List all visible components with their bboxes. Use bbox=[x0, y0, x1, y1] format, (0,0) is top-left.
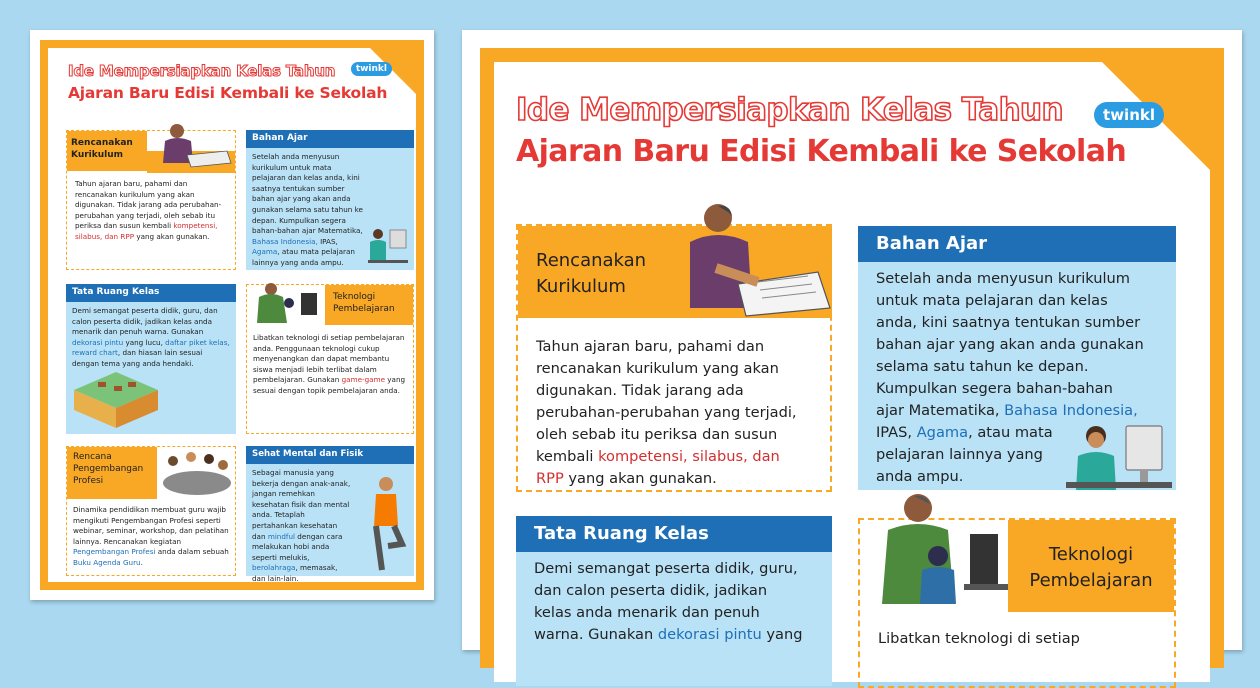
card-title: Pembelajaran bbox=[1029, 570, 1153, 591]
text-line: Libatkan teknologi di setiap bbox=[878, 630, 1080, 647]
text-line: bahan ajar yang akan anda gunakan bbox=[876, 336, 1144, 353]
card-text: anda dalam sebuah bbox=[155, 547, 229, 557]
card-teknologi bbox=[246, 284, 414, 434]
card-title: Kurikulum bbox=[71, 150, 124, 160]
card-text: Demi semangat peserta didik, guru, dan calon peserta didik, jadikan kelas anda menarik dan penuh warna. Gunakan bbox=[72, 306, 218, 337]
card-title: Rencanakan bbox=[536, 250, 647, 271]
card-text: IPAS, bbox=[317, 236, 338, 246]
link-text[interactable]: reward chart bbox=[72, 348, 118, 358]
text-line bbox=[536, 468, 826, 490]
card-header bbox=[67, 447, 157, 499]
teacher-reading-illustration bbox=[668, 198, 832, 318]
link-text[interactable]: Agama bbox=[916, 424, 969, 441]
card-title: Rencana bbox=[73, 452, 112, 462]
link-text[interactable]: dekorasi pintu bbox=[72, 337, 124, 347]
card-pengembangan bbox=[66, 446, 236, 576]
text-line: dan calon peserta didik, jadikan bbox=[534, 582, 768, 599]
teacher-reading-illustration bbox=[147, 121, 235, 173]
link-text[interactable]: Buku Agenda Guru bbox=[73, 557, 141, 567]
card-body bbox=[534, 558, 830, 646]
card-header bbox=[67, 131, 147, 171]
card-text: yang lucu, bbox=[123, 337, 166, 347]
card-text: IPAS, bbox=[876, 424, 917, 441]
text-line: anda, kini saatnya tentukan sumber bbox=[876, 314, 1141, 331]
link-text[interactable]: dekorasi pintu bbox=[657, 626, 762, 643]
card-title: Rencanakan bbox=[71, 138, 133, 148]
stretching-person-illustration bbox=[362, 474, 410, 574]
card-teknologi bbox=[858, 518, 1176, 688]
large-poster bbox=[462, 30, 1242, 650]
teacher-student-computer-illustration bbox=[860, 490, 1010, 608]
text-line bbox=[536, 446, 826, 468]
card-body bbox=[246, 148, 370, 273]
twinkl-logo: twinkl bbox=[351, 62, 392, 76]
card-text: Sebagai manusia yang bekerja dengan anak-anak, jangan remehkan kesehatan fisik dan mental anda. Tetaplah pertahankan kesehatan dan bbox=[252, 468, 351, 541]
card-tata-ruang bbox=[516, 516, 832, 686]
text-line: anda ampu. bbox=[876, 468, 964, 485]
text-line: Kumpulkan segera bahan-bahan bbox=[876, 380, 1113, 397]
card-title: Pembelajaran bbox=[333, 304, 395, 314]
card-text: , memasak, dan lain-lain. bbox=[252, 563, 338, 583]
card-bahan-ajar bbox=[246, 130, 414, 270]
text-line: pelajaran lainnya yang bbox=[876, 446, 1043, 463]
card-text: , atau mata pelajaran lainnya yang anda ampu. bbox=[252, 247, 355, 267]
card-header bbox=[325, 285, 413, 325]
card-header: Sehat Mental dan Fisik bbox=[246, 446, 414, 464]
card-text: kembali bbox=[536, 448, 599, 465]
text-line: Setelah anda menyusun kurikulum bbox=[876, 270, 1131, 287]
teacher-computer-illustration bbox=[364, 222, 410, 266]
text-line: untuk mata pelajaran dan kelas bbox=[876, 292, 1108, 309]
card-title: Teknologi bbox=[1048, 544, 1134, 565]
link-text[interactable]: mindful bbox=[267, 531, 296, 541]
card-body bbox=[253, 333, 407, 397]
card-header: Tata Ruang Kelas bbox=[66, 284, 236, 302]
large-poster-frame bbox=[480, 48, 1224, 668]
card-body bbox=[878, 628, 1174, 650]
card-tata-ruang bbox=[66, 284, 236, 434]
card-body bbox=[73, 505, 231, 569]
link-text[interactable]: Agama bbox=[252, 247, 278, 257]
highlight-text: kompetensi, silabus, dan RPP bbox=[75, 221, 218, 241]
poster-title-line1: Ide Mempersiapkan Kelas Tahun bbox=[516, 92, 1063, 128]
card-header bbox=[518, 226, 668, 318]
card-header bbox=[1008, 520, 1174, 612]
card-sehat bbox=[246, 446, 414, 583]
poster-title-line1: Ide Mempersiapkan Kelas Tahun bbox=[68, 62, 336, 80]
large-poster-inner bbox=[494, 62, 1210, 682]
card-bahan-ajar bbox=[858, 226, 1176, 490]
card-text: Tahun ajaran baru, pahami dan rencanakan kurikulum yang akan digunakan. Tidak jarang ada perubahan-perubahan yang terjadi, oleh sebab itu periksa dan susun kembali bbox=[75, 179, 222, 231]
card-body bbox=[75, 179, 229, 243]
card-text: dengan cara melakukan hobi anda seperti melukis, bbox=[252, 531, 343, 562]
card-text: yang akan gunakan. bbox=[563, 470, 717, 487]
card-text: yang sesuai dengan topik pembelajaran anda. bbox=[253, 375, 406, 395]
card-header: Tata Ruang Kelas bbox=[516, 516, 832, 552]
card-body bbox=[66, 302, 236, 374]
card-kurikulum bbox=[66, 130, 236, 270]
card-header: Bahan Ajar bbox=[858, 226, 1176, 262]
text-line: Tahun ajaran baru, pahami dan bbox=[536, 338, 765, 355]
card-text: yang bbox=[761, 626, 803, 643]
highlight-text: RPP bbox=[536, 470, 564, 487]
card-text: Dinamika pendidikan membuat guru wajib mengikuti Pengembangan Profesi seperti webinar, seminar, workshop, dan pelatihan lainnya. Rencanakan kegiatan bbox=[73, 505, 229, 546]
text-line: kelas anda menarik dan penuh bbox=[534, 604, 760, 621]
text-line: rencanakan kurikulum yang akan bbox=[536, 360, 779, 377]
highlight-text: kompetensi, silabus, dan bbox=[598, 448, 780, 465]
text-line: Demi semangat peserta didik, guru, bbox=[534, 560, 798, 577]
poster-title-line2: Ajaran Baru Edisi Kembali ke Sekolah bbox=[516, 134, 1127, 169]
card-text: Setelah anda menyusun kurikulum untuk mata pelajaran dan kelas anda, kini saatnya tentukan sumber bahan ajar yang akan anda gunakan selama satu tahun ke depan. Kumpulkan segera bahan-bahan ajar Matematika, bbox=[252, 152, 363, 236]
link-text[interactable]: Bahasa Indonesia, bbox=[252, 236, 318, 246]
card-text: Libatkan teknologi di setiap pembelajaran anda. Penggunaan teknologi cukup menyenangkan dan dapat membantu siswa menjadi lebih terlibat dalam pembelajaran. Gunakan bbox=[253, 333, 405, 385]
card-text: warna. Gunakan bbox=[534, 626, 658, 643]
card-header: Bahan Ajar bbox=[246, 130, 414, 148]
text-line: oleh sebab itu periksa dan susun bbox=[536, 426, 778, 443]
meeting-illustration bbox=[157, 443, 235, 499]
poster-title-line2: Ajaran Baru Edisi Kembali ke Sekolah bbox=[68, 84, 388, 102]
small-poster-frame bbox=[40, 40, 424, 590]
link-text[interactable]: daftar piket kelas, bbox=[165, 337, 230, 347]
card-text: , dan hiasan lain sesuai dengan tema yang anda hendaki. bbox=[72, 348, 203, 368]
card-title: Profesi bbox=[73, 476, 104, 486]
text-line bbox=[876, 400, 1172, 422]
text-line bbox=[534, 624, 830, 646]
link-text[interactable]: Bahasa Indonesia, bbox=[1004, 402, 1138, 419]
card-kurikulum bbox=[516, 224, 832, 492]
text-line: perubahan-perubahan yang terjadi, bbox=[536, 404, 797, 421]
text-line: digunakan. Tidak jarang ada bbox=[536, 382, 744, 399]
teacher-student-computer-illustration bbox=[249, 279, 325, 335]
card-title: Kurikulum bbox=[536, 276, 626, 297]
classroom-illustration bbox=[70, 368, 162, 430]
small-poster-inner bbox=[48, 48, 416, 582]
twinkl-logo: twinkl bbox=[1094, 102, 1164, 128]
small-poster bbox=[30, 30, 434, 600]
card-text: . bbox=[140, 557, 143, 567]
link-text[interactable]: Pengembangan Profesi bbox=[73, 547, 156, 557]
link-text[interactable]: game-game bbox=[341, 375, 385, 385]
card-body bbox=[536, 336, 826, 490]
card-title: Teknologi bbox=[333, 292, 376, 302]
link-text[interactable]: berolahraga bbox=[252, 563, 296, 573]
card-text: yang akan gunakan. bbox=[134, 231, 210, 241]
teacher-computer-illustration bbox=[1066, 422, 1172, 490]
card-title: Pengembangan bbox=[73, 464, 144, 474]
card-body bbox=[246, 464, 358, 589]
card-text: , atau mata bbox=[968, 424, 1053, 441]
text-line: selama satu tahun ke depan. bbox=[876, 358, 1089, 375]
card-text: ajar Matematika, bbox=[876, 402, 1005, 419]
